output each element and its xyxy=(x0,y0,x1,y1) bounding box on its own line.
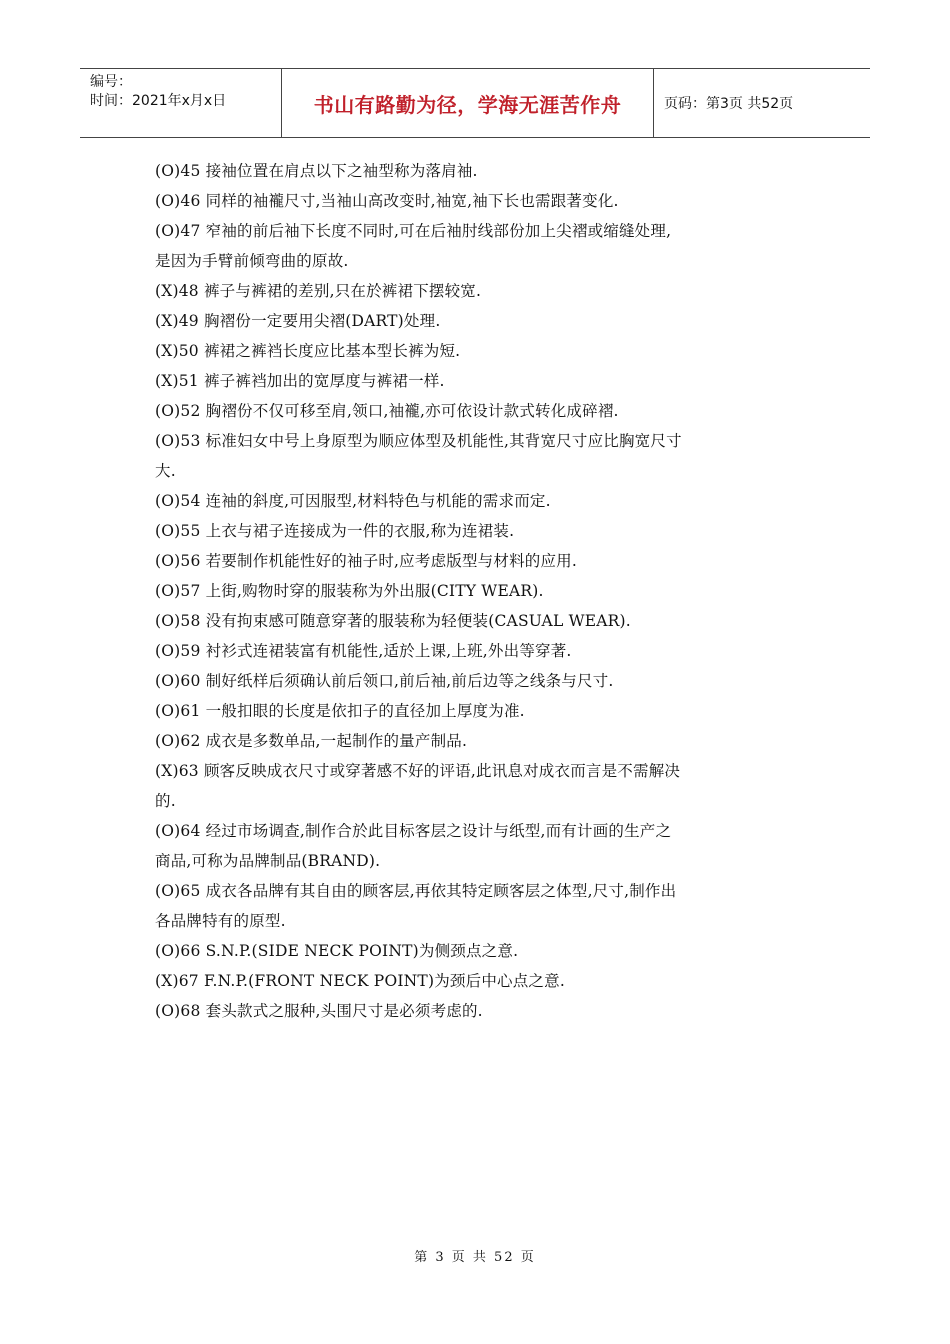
list-item-line: (O)65 成衣各品牌有其自由的顾客层,再依其特定顾客层之体型,尺寸,制作出 xyxy=(155,882,677,900)
list-item xyxy=(155,666,805,696)
list-item xyxy=(155,306,805,336)
list-item-line: (O)59 衬衫式连裙装富有机能性,适於上课,上班,外出等穿著. xyxy=(155,642,572,660)
header-meta xyxy=(80,69,282,137)
list-item-line: (X)67 F.N.P.(FRONT NECK POINT)为颈后中心点之意. xyxy=(155,972,565,990)
list-item-line: (X)63 顾客反映成衣尺寸或穿著感不好的评语,此讯息对成衣而言是不需解决 xyxy=(155,762,681,780)
list-item-line: 是因为手臂前倾弯曲的原故. xyxy=(155,252,349,270)
list-item xyxy=(155,276,805,306)
header-motto: 书山有路勤为径，学海无涯苦作舟 xyxy=(313,92,622,117)
list-item-line: (O)46 同样的袖襱尺寸,当袖山高改变时,袖宽,袖下长也需跟著变化. xyxy=(155,192,619,210)
list-item-line: (O)45 接袖位置在肩点以下之袖型称为落肩袖. xyxy=(155,162,478,180)
list-item xyxy=(155,876,805,936)
list-item xyxy=(155,396,805,426)
list-item-line: (O)60 制好纸样后须确认前后领口,前后袖,前后边等之线条与尺寸. xyxy=(155,672,614,690)
list-item xyxy=(155,426,805,486)
list-item xyxy=(155,726,805,756)
list-item-line: (X)48 裤子与裤裙的差别,只在於裤裙下摆较宽. xyxy=(155,282,482,300)
list-item xyxy=(155,576,805,606)
list-item xyxy=(155,336,805,366)
list-item-line: (O)58 没有拘束感可随意穿著的服装称为轻便装(CASUAL WEAR). xyxy=(155,612,631,630)
header-page-cell xyxy=(654,69,870,137)
list-item-line: (O)56 若要制作机能性好的袖子时,应考虑版型与材料的应用. xyxy=(155,552,578,570)
list-item xyxy=(155,156,805,186)
list-item-line: (O)47 窄袖的前后袖下长度不同时,可在后袖肘线部份加上尖褶或缩缝处理, xyxy=(155,222,672,240)
list-item-line: (O)62 成衣是多数单品,一起制作的量产制品. xyxy=(155,732,468,750)
list-item-line: 大. xyxy=(155,462,176,480)
list-item xyxy=(155,816,805,876)
list-item xyxy=(155,546,805,576)
question-list xyxy=(155,156,805,1026)
header-page-label: 页码：第3页 共52页 xyxy=(664,96,794,112)
document-number-label: 编号： xyxy=(90,74,132,90)
list-item-line: (O)53 标准妇女中号上身原型为顺应体型及机能性,其背宽尺寸应比胸宽尺寸 xyxy=(155,432,682,450)
list-item-line: (O)64 经过市场调查,制作合於此目标客层之设计与纸型,而有计画的生产之 xyxy=(155,822,672,840)
list-item-line: (O)52 胸褶份不仅可移至肩,领口,袖襱,亦可依设计款式转化成碎褶. xyxy=(155,402,619,420)
list-item-line: (O)55 上衣与裙子连接成为一件的衣服,称为连裙装. xyxy=(155,522,515,540)
list-item-line: (O)57 上街,购物时穿的服装称为外出服(CITY WEAR). xyxy=(155,582,544,600)
list-item xyxy=(155,936,805,966)
list-item-line: (O)61 一般扣眼的长度是依扣子的直径加上厚度为准. xyxy=(155,702,525,720)
list-item xyxy=(155,486,805,516)
list-item xyxy=(155,516,805,546)
list-item-line: (O)66 S.N.P.(SIDE NECK POINT)为侧颈点之意. xyxy=(155,942,519,960)
list-item-line: 的. xyxy=(155,792,176,810)
list-item-line: (X)50 裤裙之裤裆长度应比基本型长裤为短. xyxy=(155,342,461,360)
list-item xyxy=(155,186,805,216)
list-item xyxy=(155,636,805,666)
list-item xyxy=(155,696,805,726)
list-item-line: (X)51 裤子裤裆加出的宽厚度与裤裙一样. xyxy=(155,372,445,390)
list-item-line: 各品牌特有的原型. xyxy=(155,912,286,930)
list-item xyxy=(155,966,805,996)
header-motto-cell xyxy=(282,69,654,137)
list-item-line: (O)68 套头款式之服种,头围尺寸是必须考虑的. xyxy=(155,1002,483,1020)
list-item xyxy=(155,216,805,276)
list-item xyxy=(155,756,805,816)
page-footer: 第 3 页 共 52 页 xyxy=(414,1250,536,1265)
document-date-label: 时间：2021年x月x日 xyxy=(90,93,227,109)
list-item-line: 商品,可称为品牌制品(BRAND). xyxy=(155,852,381,870)
list-item xyxy=(155,606,805,636)
list-item-line: (O)54 连袖的斜度,可因服型,材料特色与机能的需求而定. xyxy=(155,492,551,510)
document-header xyxy=(80,68,870,138)
list-item xyxy=(155,366,805,396)
list-item xyxy=(155,996,805,1026)
list-item-line: (X)49 胸褶份一定要用尖褶(DART)处理. xyxy=(155,312,441,330)
